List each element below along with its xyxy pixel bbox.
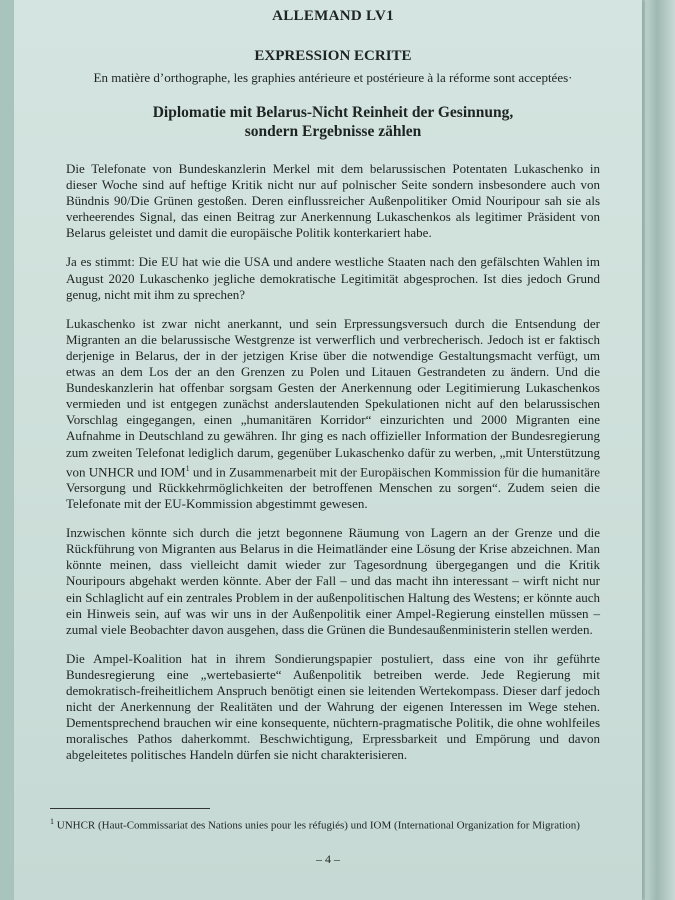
page-number: – 4 –	[316, 852, 340, 866]
page-content	[66, 8, 600, 777]
article-title-line1: Diplomatie mit Belarus-Nicht Reinheit der Gesinnung,	[152, 104, 514, 121]
footnote-text: UNHCR (Haut-Commissariat des Nations unies pour les réfugiés) und IOM (International Organization for Migration)	[54, 819, 580, 832]
paragraph-2: Ja es stimmt: Die EU hat wie die USA und andere westliche Staaten nach den gefälschten Wahlen im August 2020 Lukaschenko jegliche demokratische Legitimität abgesprochen. Ist dies jedoch Grund genug, nicht mit ihm zu sprechen?	[66, 254, 600, 302]
article-title-line2: sondern Ergebnisse zählen	[244, 123, 422, 140]
paragraph-3	[66, 316, 600, 512]
footnote	[50, 815, 580, 833]
article-title	[66, 103, 600, 141]
footnote-divider	[50, 808, 210, 809]
exam-page	[14, 0, 642, 900]
paragraph-1: Die Telefonate von Bundeskanzlerin Merkel mit dem belarussischen Potentaten Lukaschenko in dieser Woche sind auf heftige Kritik nicht nur auf polnischer Seite sondern insbesondere auch von Bündnis 90/Die Grünen gestoßen. Deren einflussreicher Außenpolitiker Omid Nouripour sah sie als verheerendes Signal, das einen Beitrag zur Anerkennung Lukaschenkos als legitimer Präsident von Belarus geleistet und damit die europäische Politik konterkariert habe.	[66, 161, 600, 241]
spelling-note: En matière d’orthographe, les graphies antérieure et postérieure à la réforme sont acceptées·	[93, 70, 573, 85]
paragraph-4: Inzwischen könnte sich durch die jetzt begonnene Räumung von Lagern an der Grenze und die Rückführung von Migranten aus Belarus in die Heimatländer eine Lösung der Krise abzeichnen. Man könnte meinen, dass vielleicht damit wieder zur Tagesordnung übergegangen und die Kritik Nouripours abgehakt werden könnte. Aber der Fall – und das macht ihn interessant – wirft nicht nur ein Schlaglicht auf ein zentrales Problem in der außenpolitischen Haltung des Westens; er könnte auch ein Hinweis sein, auf was wir uns in der Außenpolitik einer Ampel-Regierung einstellen müssen – zumal viele Beobachter davon ausgehen, dass die Grünen die Bundesaußenministerin stellen werden.	[66, 525, 600, 637]
footnote-marker: 1	[50, 817, 54, 826]
exam-level-heading: ALLEMAND LV1	[272, 8, 394, 24]
paragraph-5: Die Ampel-Koalition hat in ihrem Sondierungspapier postuliert, dass eine von ihr geführte Bundesregierung eine „wertebasierte“ Außenpolitik betreiben werde. Jede Regierung mit demokratisch-freiheitlichem Anspruch benötigt einen sie leitenden Wertekompass. Dieser darf jedoch nicht der Anerkennung der Realitäten und der Wahrung der eigenen Interessen im Wege stehen. Dementsprechend brauchen wir eine konsequente, nüchtern-pragmatische Politik, die ohne wohlfeiles moralisches Pathos daherkommt. Beschwichtigung, Erpressbarkeit und Empörung und davon abgeleitetes politisches Handeln dürfen sie nicht charakterisieren.	[66, 650, 600, 763]
footnote-reference: 1	[185, 463, 190, 473]
paragraph-3-continuation: und in Zusammenarbeit mit der Europäischen Kommission für die humanitäre Versorgung und Rückkehrmöglichkeiten der betroffenen Menschen zu sorgen“. Zudem seien die Telefonate mit der EU-Kommission abgestimmt gewesen.	[66, 463, 600, 512]
binding-edge	[645, 0, 675, 900]
paragraph-3-text: Lukaschenko ist zwar nicht anerkannt, und sein Erpressungsversuch durch die Entsendung der Migranten an die belarussische Westgrenze ist verwerflich und verbrecherisch. Jedoch ist er faktisch derjenige in Belarus, der in der jetzigen Krise über die notwendige Gestaltungsmacht verfügt, um etwas an dem Los der an den Grenzen zu Polen und Litauen Gestrandeten zu ändern. Und die Bundeskanzlerin hat offenbar sorgsam Gesten der Anerkennung oder Legitimierung Lukaschenkos vermieden und ist entgegen zunächst anderslautenden Spekulationen nicht auf den belarussischen Vorschlag eingegangen, einen „humanitären Korridor“ einzurichten und 2000 Migranten eine Aufnahme in Deutschland zu gewähren. Ihr ging es nach offizieller Information der Bundesregierung zum zweiten Telefonat lediglich darum, gegenüber Lukaschenko dafür zu werben, „mit Unterstützung von UNHCR und IOM	[66, 315, 600, 479]
section-heading: EXPRESSION ECRITE	[254, 48, 412, 64]
